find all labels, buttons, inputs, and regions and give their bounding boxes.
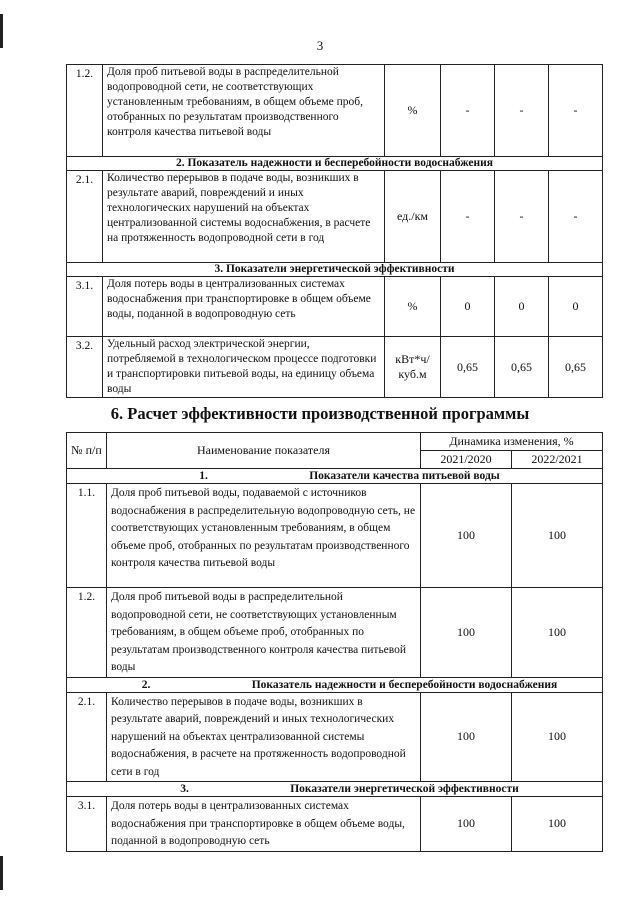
- table-row: [67, 171, 603, 263]
- row-number: 1.1.: [67, 484, 107, 588]
- table-row: [67, 692, 603, 782]
- table-row: [67, 337, 603, 398]
- efficiency-table: [66, 432, 603, 852]
- row-description: Количество перерывов в подаче воды, возникших в результате аварий, повреждений и иных технологических нарушений на объектах централизованной системы водоснабжения, в расчете на протяженность водопроводной сети в год: [107, 692, 421, 782]
- table-row: [67, 797, 603, 852]
- row-description: Доля потерь воды в централизованных системах водоснабжения при транспортировке в общем объеме воды, поданной в водопроводную сеть: [107, 797, 421, 852]
- row-unit: ед./км: [385, 171, 441, 263]
- section-row: [67, 469, 603, 484]
- row-value: 100: [512, 692, 603, 782]
- row-number: 2.1.: [67, 171, 103, 263]
- section-title: Показатель надежности и бесперебойности водоснабжения: [251, 678, 558, 691]
- row-unit: кВт*ч/ куб.м: [385, 337, 441, 398]
- row-description: Количество перерывов в подаче воды, возникших в результате аварий, повреждений и иных технологических нарушений на объектах централизованной системы водоснабжения, в расчете на протяженность водопроводной сети в год: [103, 171, 385, 263]
- section-row: [67, 782, 603, 797]
- scan-edge-mark: [0, 14, 3, 48]
- row-value: -: [441, 65, 495, 157]
- indicators-table-continued: [66, 64, 603, 398]
- row-value: -: [495, 171, 549, 263]
- section-title: Показатели качества питьевой воды: [309, 470, 500, 482]
- row-unit: %: [385, 65, 441, 157]
- row-number: 3.1.: [67, 797, 107, 852]
- table-row: [67, 277, 603, 337]
- row-description: Доля проб питьевой воды, подаваемой с источников водоснабжения в распределительную водопроводную сеть, не соответствующих установленным требованиям, в общем объеме проб, отобранных по результатам производственного контроля качества питьевой воды: [107, 484, 421, 588]
- section-row: [67, 263, 603, 277]
- row-value: 0,65: [549, 337, 603, 398]
- row-value: 100: [512, 797, 603, 852]
- section-title: Показатели энергетической эффективности: [290, 783, 519, 795]
- section-number: 3.: [180, 783, 189, 795]
- row-description: Доля потерь воды в централизованных системах водоснабжения при транспортировке в общем объеме воды, поданной в водопроводную сеть: [103, 277, 385, 337]
- row-value: 0: [441, 277, 495, 337]
- row-number: 3.2.: [67, 337, 103, 398]
- section-title: 2. Показатель надежности и бесперебойности водоснабжения: [67, 157, 603, 171]
- table-row: [67, 484, 603, 588]
- row-number: 3.1.: [67, 277, 103, 337]
- row-description: Удельный расход электрической энергии, потребляемой в технологическом процессе подготовки и транспортировки питьевой воды, на единицу объема воды: [103, 337, 385, 398]
- table-row: [67, 588, 603, 678]
- section-heading: 6. Расчет эффективности производственной программы: [110, 404, 530, 423]
- section-number: 2.: [141, 678, 151, 691]
- row-number: 1.2.: [67, 588, 107, 678]
- row-value: 100: [421, 588, 512, 678]
- row-value: 100: [512, 484, 603, 588]
- table-header-row: [67, 433, 603, 451]
- row-number: 2.1.: [67, 692, 107, 782]
- header-name: Наименование показателя: [107, 433, 421, 469]
- section-number: 1.: [199, 470, 208, 482]
- row-value: 100: [421, 692, 512, 782]
- header-year-col: 2021/2020: [421, 451, 512, 469]
- row-number: 1.2.: [67, 65, 103, 157]
- row-value: 0: [549, 277, 603, 337]
- row-value: -: [441, 171, 495, 263]
- row-value: 0: [495, 277, 549, 337]
- row-value: 0,65: [495, 337, 549, 398]
- row-value: -: [495, 65, 549, 157]
- header-number: № п/п: [67, 433, 107, 469]
- table-row: [67, 65, 603, 157]
- row-unit: %: [385, 277, 441, 337]
- row-description: Доля проб питьевой воды в распределительной водопроводной сети, не соответствующих установленным требованиям, в общем объеме проб, отобранных по результатам производственного контроля качества питьевой воды: [107, 588, 421, 678]
- scan-edge-mark: [0, 856, 3, 890]
- section-title: 3. Показатели энергетической эффективности: [67, 263, 603, 277]
- row-description: Доля проб питьевой воды в распределительной водопроводной сети, не соответствующих установленным требованиям, в общем объеме проб, отобранных по результатам производственного контроля качества питьевой воды: [103, 65, 385, 157]
- row-value: 0,65: [441, 337, 495, 398]
- row-value: 100: [421, 797, 512, 852]
- section-row: [67, 157, 603, 171]
- section-row: [67, 677, 603, 692]
- row-value: 100: [512, 588, 603, 678]
- header-year-col: 2022/2021: [512, 451, 603, 469]
- header-dynamics: Динамика изменения, %: [421, 433, 603, 451]
- page-number: 3: [316, 38, 324, 53]
- row-value: 100: [421, 484, 512, 588]
- row-value: -: [549, 65, 603, 157]
- row-value: -: [549, 171, 603, 263]
